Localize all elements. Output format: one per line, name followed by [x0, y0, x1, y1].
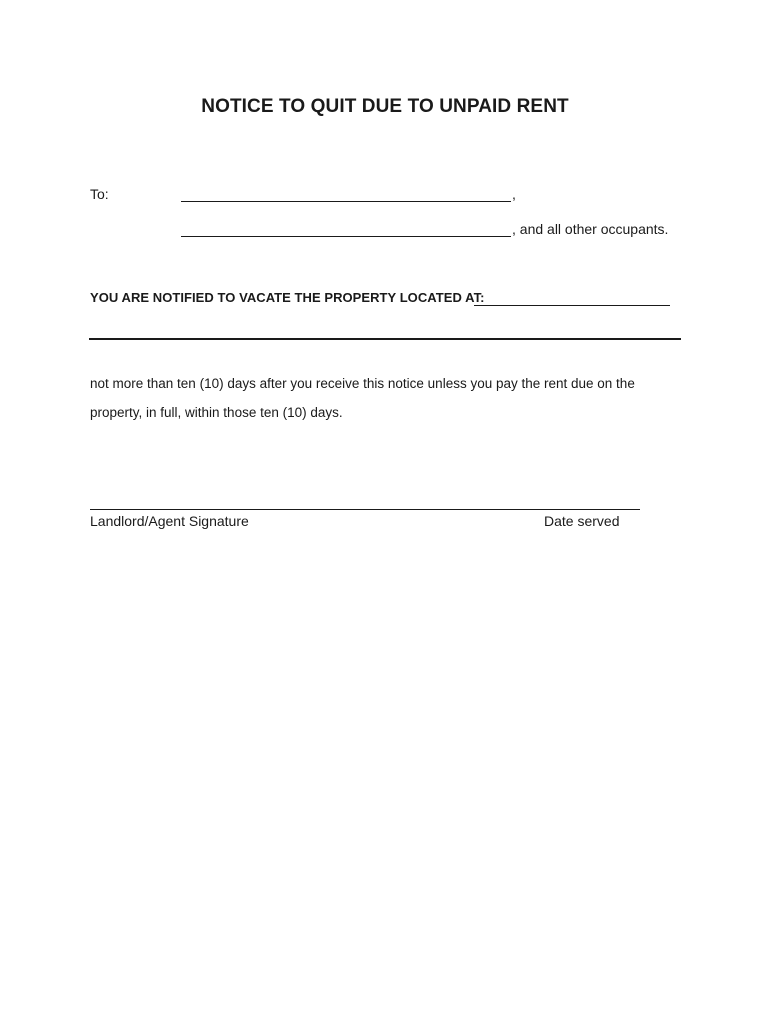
tenant-name-blank-2: [181, 236, 511, 237]
tenant-line-2-suffix: , and all other occupants.: [512, 221, 669, 237]
document-title: NOTICE TO QUIT DUE TO UNPAID RENT: [201, 96, 569, 117]
notice-body: [90, 369, 690, 427]
tenant-line-1-suffix: ,: [512, 186, 516, 202]
vacate-notice-heading: YOU ARE NOTIFIED TO VACATE THE PROPERTY LOCATED AT:: [90, 290, 485, 305]
property-address-full-blank: [89, 338, 681, 340]
to-label: To:: [90, 186, 109, 202]
notice-body-line-1: not more than ten (10) days after you receive this notice unless you pay the rent due on the: [90, 376, 635, 391]
property-address-blank: [474, 305, 670, 306]
signature-line: [90, 509, 640, 510]
signature-label: Landlord/Agent Signature: [90, 513, 249, 529]
tenant-name-blank-1: [181, 201, 511, 202]
date-served-label: Date served: [544, 513, 620, 529]
notice-body-line-2: property, in full, within those ten (10) days.: [90, 405, 343, 420]
